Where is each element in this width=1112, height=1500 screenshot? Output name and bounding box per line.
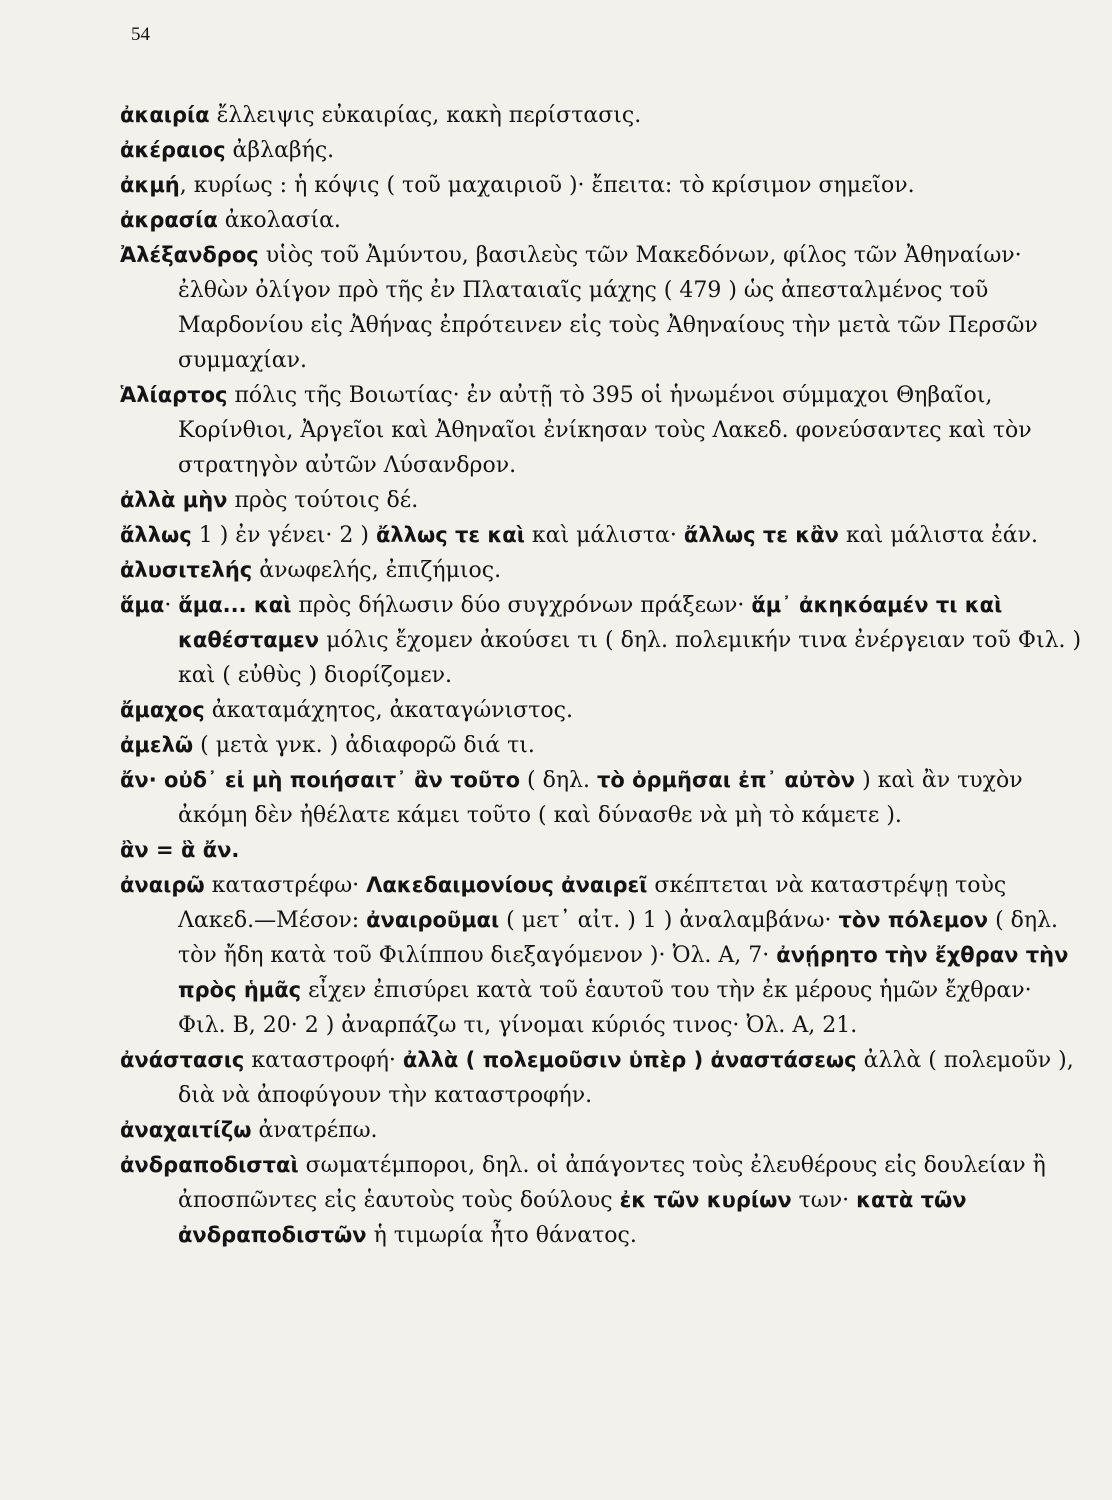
entry-headword: ἄν· οὐδ᾽ εἰ μὴ ποιήσαιτ᾽ ἂν τοῦτο xyxy=(120,768,520,792)
dictionary-entry xyxy=(120,553,1086,588)
entry-headword: ἀνάστασις xyxy=(120,1048,245,1072)
entry-text: ἀκολασία. xyxy=(217,208,341,233)
bold-phrase: τὸν πόλεμον xyxy=(838,908,989,932)
dictionary-entry xyxy=(120,168,1086,203)
entry-text: καὶ μάλιστα ἐάν. xyxy=(838,523,1038,548)
bold-phrase: ἄλλως τε κἂν xyxy=(683,523,839,547)
entry-headword: ἄμαχος xyxy=(120,698,205,722)
entry-text: , κυρίως : ἡ κόψις ( τοῦ μαχαιριοῦ )· ἔπειτα: τὸ κρίσιμον σημεῖον. xyxy=(179,173,915,198)
entry-text: καὶ μάλιστα· xyxy=(524,523,684,548)
bold-phrase: τὸ ὁρμῆσαι ἐπ᾽ αὐτὸν xyxy=(596,768,856,792)
entry-text: πρὸς τούτοις δέ. xyxy=(227,488,419,513)
dictionary-entry xyxy=(120,1113,1086,1148)
entry-text: ( δηλ. τὸν ἤδη κατὰ τοῦ Φιλίππου διεξαγόμενον )· Ὀλ. Α, 7· xyxy=(178,908,1059,968)
bold-phrase: ἀνῄρητο τὴν ἔχθραν τὴν πρὸς ἡμᾶς xyxy=(178,943,1069,1002)
entry-text: ( δηλ. xyxy=(520,768,597,793)
bold-phrase: ἅμα... καὶ xyxy=(178,593,292,617)
dictionary-entry xyxy=(120,378,1086,483)
dictionary-entry xyxy=(120,483,1086,518)
entry-text: πρὸς δήλωσιν δύο συγχρόνων πράξεων· xyxy=(291,593,752,618)
dictionary-entry xyxy=(120,833,1086,868)
entry-text: υἱὸς τοῦ Ἀμύντου, βασιλεὺς τῶν Μακεδόνων, φίλος τῶν Ἀθηναίων· ἐλθὼν ὀλίγον πρὸ τῆς ἐν Πλαταιαῖς μάχης ( 479 ) ὡς ἀπεσταλμένος τοῦ Μαρδονίου εἰς Ἀθήνας ἐπρότεινεν εἰς τοὺς Ἀθηναίους τὴν μετὰ τῶν Περσῶν συμμαχίαν. xyxy=(178,243,1038,373)
entry-headword: ἅμα xyxy=(120,593,165,617)
entry-text: σωματέμποροι, δηλ. οἱ ἀπάγοντες τοὺς ἐλευθέρους εἰς δουλείαν ἢ ἀποσπῶντες εἰς ἑαυτοὺς τοὺς δούλους xyxy=(178,1153,1046,1213)
entry-text: καταστροφή· xyxy=(244,1048,403,1073)
entry-headword: ἂν = ἃ ἄν. xyxy=(120,838,240,862)
dictionary-entry xyxy=(120,693,1086,728)
entry-text: ( μετ᾽ αἰτ. ) 1 ) ἀναλαμβάνω· xyxy=(499,908,839,933)
page-number: 54 xyxy=(131,24,150,45)
entry-headword: Ἁλίαρτος xyxy=(120,383,228,407)
bold-phrase: ἅμ᾽ ἀκηκόαμέν τι καὶ καθέσταμεν xyxy=(178,593,1003,652)
entry-headword: ἀνδραποδισταὶ xyxy=(120,1153,299,1177)
dictionary-entry xyxy=(120,98,1086,133)
entry-headword: ἀναχαιτίζω xyxy=(120,1118,252,1142)
dictionary-entry xyxy=(120,238,1086,378)
entry-text: ( μετὰ γνκ. ) ἀδιαφορῶ διά τι. xyxy=(193,733,535,758)
entry-text: ἀλλὰ ( πολεμοῦν ), διὰ νὰ ἀποφύγουν τὴν καταστροφήν. xyxy=(178,1048,1074,1108)
entry-headword: ἀκρασία xyxy=(120,208,218,232)
entry-headword: ἀκμή xyxy=(120,173,180,197)
dictionary-entry xyxy=(120,1043,1086,1113)
entry-text: 1 ) ἐν γένει· 2 ) xyxy=(191,523,376,548)
dictionary-entry xyxy=(120,868,1086,1043)
bold-phrase: ἀλλὰ ( πολεμοῦσιν ὑπὲρ ) ἀναστάσεως xyxy=(402,1048,857,1072)
entry-text: · xyxy=(164,593,179,618)
dictionary-entry xyxy=(120,763,1086,833)
entry-text: καταστρέφω· xyxy=(204,873,367,898)
entry-text: των· xyxy=(791,1188,857,1213)
entry-text: σκέπτεται νὰ καταστρέψῃ τοὺς Λακεδ.—Μέσον: xyxy=(178,873,1007,933)
dictionary-entry xyxy=(120,518,1086,553)
entry-text: ἀνατρέπω. xyxy=(251,1118,378,1143)
entry-text: ἔλλειψις εὐκαιρίας, κακὴ περίστασις. xyxy=(209,103,642,128)
bold-phrase: ἐκ τῶν κυρίων xyxy=(619,1188,792,1212)
entry-text: ) καὶ ἂν τυχὸν ἀκόμη δὲν ἠθέλατε κάμει τοῦτο ( καὶ δύνασθε νὰ μὴ τὸ κάμετε ). xyxy=(178,768,1023,828)
bold-phrase: ἀναιροῦμαι xyxy=(366,908,500,932)
bold-phrase: Λακεδαιμονίους ἀναιρεῖ xyxy=(366,873,648,897)
entry-headword: ἀναιρῶ xyxy=(120,873,205,897)
dictionary-entries xyxy=(120,98,1086,1253)
entry-text: εἶχεν ἐπισύρει κατὰ τοῦ ἑαυτοῦ του τὴν ἐκ μέρους ἡμῶν ἔχθραν· Φιλ. Β, 20· 2 ) ἀναρπάζω τι, γίνομαι κύριός τινος· Ὀλ. Α, 21. xyxy=(178,978,1032,1038)
entry-headword: ἀκαιρία xyxy=(120,103,210,127)
dictionary-entry xyxy=(120,728,1086,763)
entry-headword: ἀλυσιτελής xyxy=(120,558,253,582)
entry-text: πόλις τῆς Βοιωτίας· ἐν αὐτῇ τὸ 395 οἱ ἡνωμένοι σύμμαχοι Θηβαῖοι, Κορίνθιοι, Ἀργεῖοι καὶ Ἀθηναῖοι ἐνίκησαν τοὺς Λακεδ. φονεύσαντες καὶ τὸν στρατηγὸν αὐτῶν Λύσανδρον. xyxy=(178,383,1032,478)
dictionary-entry xyxy=(120,133,1086,168)
entry-text: ἀνωφελής, ἐπιζήμιος. xyxy=(252,558,502,583)
entry-text: ἀκαταμάχητος, ἀκαταγώνιστος. xyxy=(204,698,573,723)
bold-phrase: ἄλλως τε καὶ xyxy=(375,523,525,547)
dictionary-entry xyxy=(120,588,1086,693)
entry-text: ἀβλαβής. xyxy=(225,138,335,163)
bold-phrase: κατὰ τῶν ἀνδραποδιστῶν xyxy=(178,1188,967,1247)
dictionary-entry xyxy=(120,1148,1086,1253)
entry-headword: Ἀλέξανδρος xyxy=(120,243,259,267)
entry-headword: ἀμελῶ xyxy=(120,733,194,757)
entry-text: μόλις ἔχομεν ἀκούσει τι ( δηλ. πολεμικήν τινα ἐνέργειαν τοῦ Φιλ. ) καὶ ( εὐθὺς ) διορίζομεν. xyxy=(178,628,1082,688)
entry-headword: ἄλλως xyxy=(120,523,192,547)
entry-headword: ἀλλὰ μὴν xyxy=(120,488,228,512)
entry-headword: ἀκέραιος xyxy=(120,138,226,162)
dictionary-entry xyxy=(120,203,1086,238)
entry-text: ἡ τιμωρία ἦτο θάνατος. xyxy=(366,1223,637,1248)
